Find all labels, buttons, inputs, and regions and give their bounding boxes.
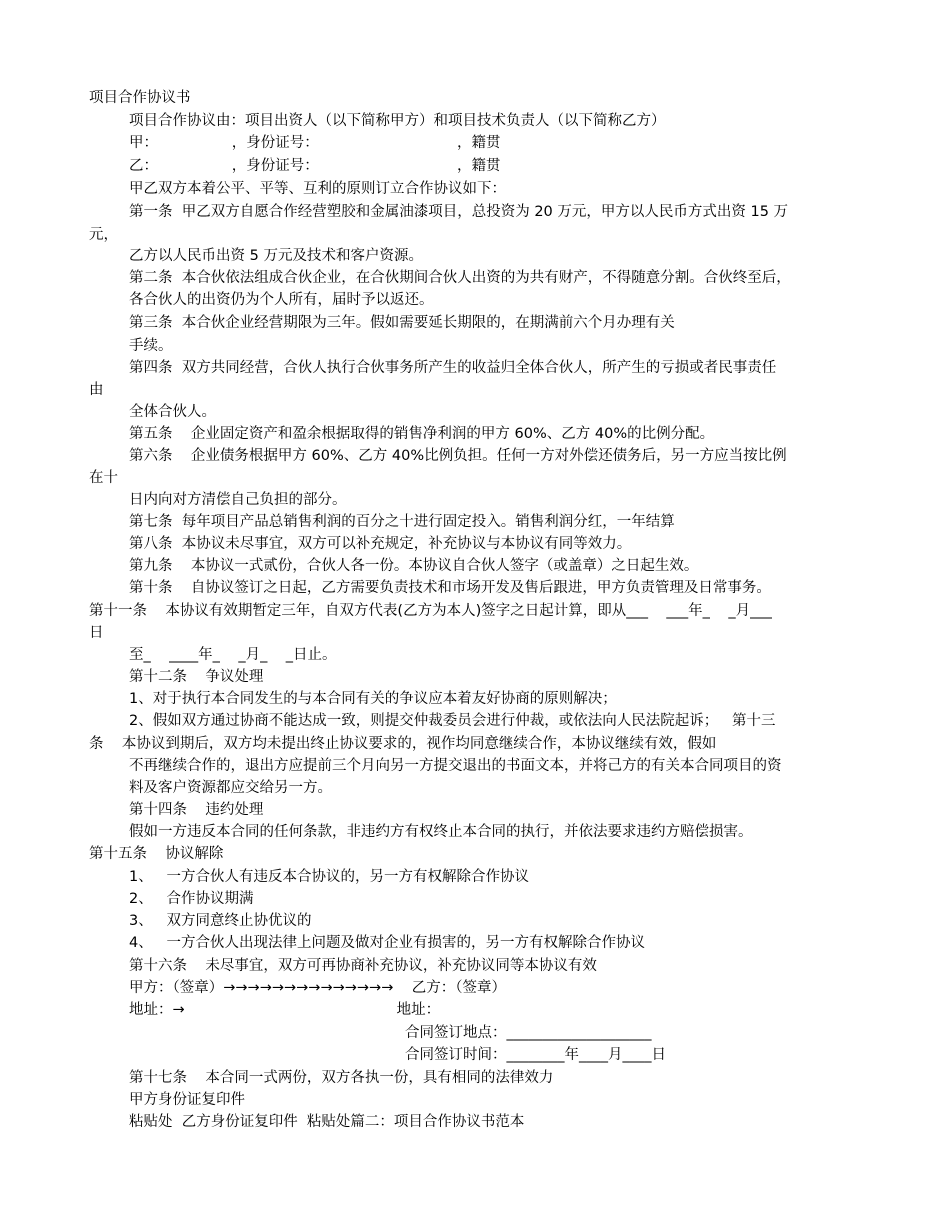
text-line: 第十二条 争议处理 — [129, 669, 264, 685]
text-line: 1、 一方合伙人有违反本合协议的，另一方有权解除合作协议 — [129, 869, 530, 885]
text-line: 条 本协议到期后，双方均未提出终止协议要求的，视作均同意继续合作，本协议继续有效，假如 — [89, 736, 717, 752]
text-line: 乙： ，身份证号： ，籍贯 — [129, 158, 501, 174]
text-line: 第十一条 本协议有效期暂定三年，自双方代表(乙方为本人)签字之日起计算，即从___ ___年_ _月___ — [89, 603, 772, 619]
text-line: 甲乙双方本着公平、平等、互利的原则订立合作协议如下： — [129, 181, 506, 197]
signing-date: 合同签订时间：________年____月____日 — [405, 1047, 666, 1063]
text-line: 乙方以人民币出资 5 万元及技术和客户资源。 — [129, 248, 423, 264]
text-line: 第十五条 协议解除 — [89, 846, 224, 862]
text-line: 日内向对方清偿自己负担的部分。 — [129, 492, 347, 508]
text-line: 料及客户资源都应交给另一方。 — [129, 780, 332, 796]
text-line: 甲： ，身份证号： ，籍贯 — [129, 135, 501, 151]
text-line: 2、 合作协议期满 — [129, 891, 254, 907]
text-line: 手续。 — [129, 338, 173, 354]
text-line: 第十七条 本合同一式两份，双方各执一份，具有相同的法律效力 — [129, 1070, 554, 1086]
address-line: 地址：→ 地址： — [129, 1002, 441, 1018]
text-line: 2、假如双方通过协商不能达成一致，则提交仲裁委员会进行仲裁，或依法向人民法院起诉； 第十三 — [129, 713, 776, 729]
text-line: 甲方身份证复印件 — [129, 1092, 245, 1108]
text-line: 第三条 本合伙企业经营期限为三年。假如需要延长期限的，在期满前六个月办理有关 — [129, 315, 675, 331]
text-line: 第十四条 违约处理 — [129, 802, 264, 818]
signature-line: 甲方：（签章）→→→→→→→→→→→→→→ 乙方：（签章） — [129, 980, 507, 996]
text-line: 元， — [89, 227, 118, 243]
text-line: 1、对于执行本合同发生的与本合同有关的争议应本着友好协商的原则解决； — [129, 691, 617, 707]
text-line: 全体合伙人。 — [129, 404, 216, 420]
text-line: 第一条 甲乙双方自愿合作经营塑胶和金属油漆项目，总投资为 20 万元，甲方以人民币方式出资 15 万 — [129, 204, 789, 220]
text-line: 在十 — [89, 470, 118, 486]
text-line: 3、 双方同意终止协优议的 — [129, 913, 312, 929]
text-line: 第二条 本合伙依法组成合伙企业，在合伙期间合伙人出资的为共有财产，不得随意分割。合伙终至后， — [129, 270, 791, 286]
text-line: 第八条 本协议未尽事宜，双方可以补充规定，补充协议与本协议有同等效力。 — [129, 536, 632, 552]
text-line: 假如一方违反本合同的任何条款，非违约方有权终止本合同的执行，并依法要求违约方赔偿损害。 — [129, 824, 753, 840]
text-line: 第六条 企业债务根据甲方 60%、乙方 40%比例负担。任何一方对外偿还债务后，另一方应当按比例 — [129, 448, 787, 464]
text-line: 第九条 本协议一式贰份，合伙人各一份。本协议自合伙人签字（或盖章）之日起生效。 — [129, 558, 699, 574]
text-line: 第五条 企业固定资产和盈余根据取得的销售净利润的甲方 60%、乙方 40%的比例分配。 — [129, 426, 715, 442]
text-line: 4、 一方合伙人出现法律上问题及做对企业有损害的，另一方有权解除合作协议 — [129, 935, 646, 951]
text-line: 第四条 双方共同经营，合伙人执行合伙事务所产生的收益归全体合伙人，所产生的亏损或者民事责任 — [129, 360, 777, 376]
text-line: 项目合作协议由：项目出资人（以下简称甲方）和项目技术负责人（以下简称乙方） — [129, 113, 666, 129]
text-line: 各合伙人的出资仍为个人所有，届时予以返还。 — [129, 292, 434, 308]
document-title: 项目合作协议书 — [89, 90, 191, 106]
signing-place: 合同签订地点：____________________ — [405, 1025, 652, 1041]
text-line: 第七条 每年项目产品总销售利润的百分之十进行固定投入。销售利润分红，一年结算 — [129, 514, 675, 530]
text-line: 第十六条 未尽事宜，双方可再协商补充协议，补充协议同等本协议有效 — [129, 958, 597, 974]
text-line: 日 — [89, 625, 104, 641]
text-line: 至_ ____年_ _月_ _日止。 — [129, 647, 337, 663]
text-line: 不再继续合作的，退出方应提前三个月向另一方提交退出的书面文本，并将己方的有关本合同项目的资 — [129, 758, 782, 774]
text-line: 由 — [89, 382, 104, 398]
text-line: 第十条 自协议签订之日起，乙方需要负责技术和市场开发及售后跟进，甲方负责管理及日常事务。 — [129, 580, 771, 596]
text-line: 粘贴处 乙方身份证复印件 粘贴处篇二：项目合作协议书范本 — [129, 1114, 525, 1130]
